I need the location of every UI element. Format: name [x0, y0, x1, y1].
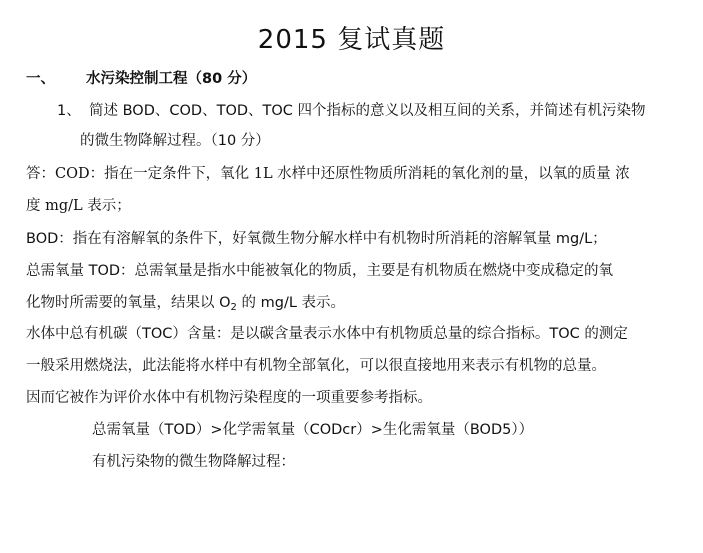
- question-number: 1、: [57, 103, 81, 119]
- oxygen-subscript: 2: [230, 302, 237, 313]
- section-title: 水污染控制工程（80 分）: [86, 71, 257, 87]
- tod-text-before: 化物时所需要的氧量，结果以 O: [26, 295, 231, 311]
- question-1-line-1: [57, 101, 646, 121]
- answer-tod-line-2: [26, 293, 345, 313]
- section-number: 一、: [26, 71, 55, 87]
- answer-relation: 总需氧量（TOD）>化学需氧量（CODcr）>生化需氧量（BOD5））: [92, 422, 534, 438]
- page-title: 2015 复试真题: [257, 25, 446, 55]
- section-heading: [26, 69, 256, 89]
- answer-toc-line-1: 水体中总有机碳（TOC）含量：是以碳含量表示水体中有机物质总量的综合指标。TOC 的测定: [26, 326, 628, 342]
- answer-toc-line-2: 一般采用燃烧法，此法能将水样中有机物全部氧化，可以很直接地用来表示有机物的总量。: [26, 358, 606, 374]
- question-text: 简述 BOD、COD、TOD、TOC 四个指标的意义以及相互间的关系，并简述有机污染物: [89, 103, 646, 119]
- question-1-line-2: 的微生物降解过程。（10 分）: [80, 133, 270, 149]
- answer-bod-line: BOD：指在有溶解氧的条件下，好氧微生物分解水样中有机物时所消耗的溶解氧量 mg/L；: [26, 231, 607, 247]
- answer-tod-line-1: 总需氧量 TOD：总需氧量是指水中能被氧化的物质，主要是有机物质在燃烧中变成稳定的氧: [26, 263, 614, 279]
- answer-toc-line-3: 因而它被作为评价水体中有机物污染程度的一项重要参考指标。: [26, 390, 432, 406]
- answer-cod-line-1: 答：COD：指在一定条件下，氧化 1L 水样中还原性物质所消耗的氧化剂的量，以氧的质量 浓: [26, 166, 630, 182]
- tod-text-after: 的 mg/L 表示。: [236, 295, 346, 311]
- answer-process-heading: 有机污染物的微生物降解过程：: [92, 454, 295, 470]
- answer-cod-line-2: 度 mg/L 表示；: [26, 198, 131, 214]
